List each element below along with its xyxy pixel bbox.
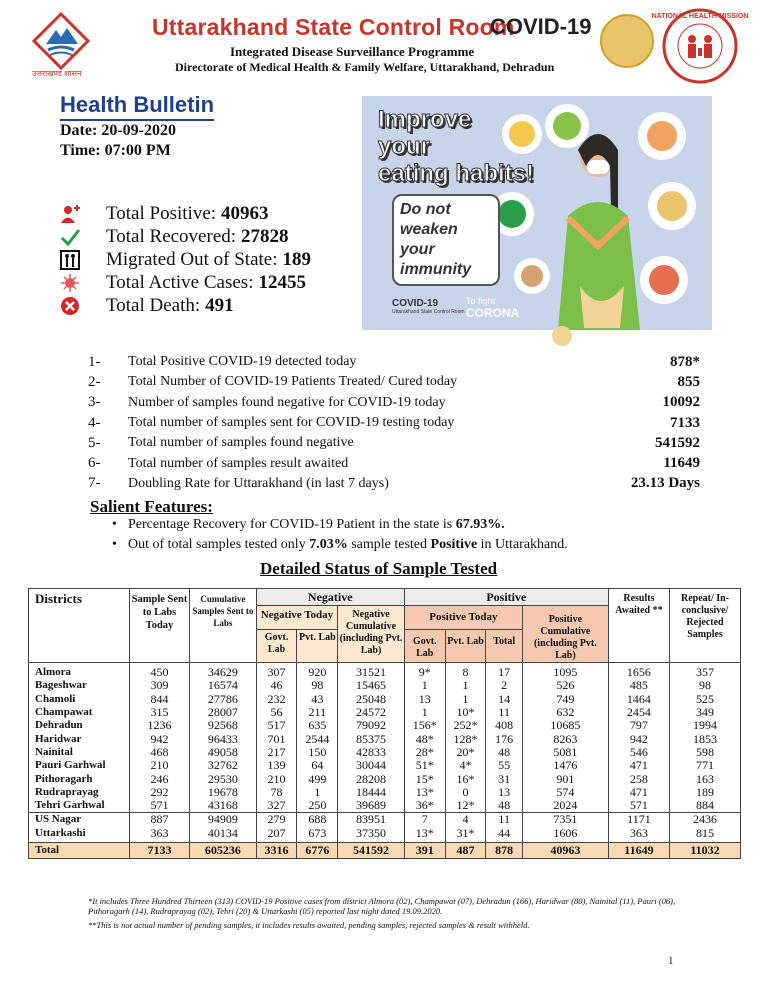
- table-cell: 363: [129, 827, 189, 843]
- col-positive: Positive: [404, 589, 608, 606]
- table-cell: 10*: [445, 706, 486, 719]
- table-cell: 36*: [404, 799, 445, 813]
- table-cell: 78: [256, 786, 297, 799]
- table-cell: 128*: [445, 732, 486, 745]
- table-cell: 64: [297, 759, 338, 772]
- table-cell: 98: [670, 679, 741, 692]
- total-cell: 6776: [297, 842, 338, 858]
- summary-value: 40963: [221, 203, 269, 224]
- table-cell: 176: [486, 732, 523, 745]
- table-cell: 471: [608, 786, 669, 799]
- table-row: [29, 827, 741, 843]
- table-cell: 2454: [608, 706, 669, 719]
- table-cell: 94909: [190, 813, 257, 827]
- footnote-positive-cases: *It includes Three Hundred Thirteen (313) COVID-19 Positive cases from district Almora (02), Champawat (07), Dehradun (166), Haridwar (80), Nainital (11), Pauri (06), Pithoragarh (14), Rudraprayag (02), Tehri (20) & Uttarkashi (05) reported last night dated 19.09.2020.: [88, 896, 676, 916]
- col-results-awaited: Results Awaited **: [608, 589, 669, 663]
- district-name: Champawat: [29, 706, 130, 719]
- total-cell: 487: [445, 842, 486, 858]
- table-cell: 327: [256, 799, 297, 813]
- table-cell: 2: [486, 679, 523, 692]
- national-health-mission-logo: [651, 6, 749, 86]
- table-cell: 217: [256, 746, 297, 759]
- stat-item: [88, 433, 700, 453]
- stat-label: Number of samples found negative for COVID-19 today: [128, 394, 446, 410]
- table-cell: 83951: [338, 813, 405, 827]
- table-cell: 189: [670, 786, 741, 799]
- table-cell: 25048: [338, 693, 405, 706]
- table-cell: 1: [404, 679, 445, 692]
- table-cell: 1: [404, 706, 445, 719]
- table-cell: 11: [486, 706, 523, 719]
- table-row: [29, 813, 741, 827]
- table-cell: 207: [256, 827, 297, 843]
- table-cell: 526: [522, 679, 608, 692]
- district-name: Chamoli: [29, 693, 130, 706]
- col-negative-today: Negative Today: [256, 606, 338, 630]
- table-cell: 31: [486, 772, 523, 785]
- district-name: Tehri Garhwal: [29, 799, 130, 813]
- stat-value: 11649: [663, 455, 700, 472]
- table-cell: 11: [486, 813, 523, 827]
- table-cell: 673: [297, 827, 338, 843]
- table-cell: 468: [129, 746, 189, 759]
- district-name: Almora: [29, 663, 130, 680]
- table-cell: 85375: [338, 732, 405, 745]
- table-cell: 210: [256, 772, 297, 785]
- district-name: Uttarkashi: [29, 827, 130, 843]
- table-cell: 1476: [522, 759, 608, 772]
- table-cell: 28007: [190, 706, 257, 719]
- table-cell: 48: [486, 799, 523, 813]
- table-cell: 1171: [608, 813, 669, 827]
- poster-immunity-message: Do not weaken your immunity: [392, 194, 500, 286]
- table-total-row: [29, 842, 741, 858]
- table-cell: 8263: [522, 732, 608, 745]
- total-cell: 11032: [670, 842, 741, 858]
- table-cell: 1: [445, 679, 486, 692]
- salient-bullet-positivity: • Out of total samples tested only 7.03% sample tested Positive in Uttarakhand.: [128, 537, 568, 553]
- table-cell: 7: [404, 813, 445, 827]
- stat-num: 2-: [88, 373, 101, 390]
- col-districts: Districts: [29, 589, 130, 663]
- table-cell: 79092: [338, 719, 405, 732]
- stat-label: Total number of samples found negative: [128, 435, 354, 451]
- table-row: [29, 719, 741, 732]
- table-row: [29, 693, 741, 706]
- table-cell: 471: [608, 759, 669, 772]
- salient-bullet-recovery: • Percentage Recovery for COVID-19 Patient in the state is 67.93%.: [128, 517, 505, 533]
- table-cell: 357: [670, 663, 741, 680]
- table-cell: 349: [670, 706, 741, 719]
- col-sample-sent: Sample Sent to Labs Today: [129, 589, 189, 663]
- district-name: Rudraprayag: [29, 786, 130, 799]
- col-cumulative-sent: Cumulative Samples Sent to Labs: [190, 589, 257, 663]
- summary-label: Total Active Cases:: [106, 272, 254, 293]
- table-cell: 887: [129, 813, 189, 827]
- table-cell: 815: [670, 827, 741, 843]
- summary-total-0: [58, 203, 269, 225]
- stat-label: Total number of samples sent for COVID-19 testing today: [128, 415, 455, 431]
- total-cell: 3316: [256, 842, 297, 858]
- table-cell: 14: [486, 693, 523, 706]
- total-cell: 605236: [190, 842, 257, 858]
- table-cell: 942: [129, 732, 189, 745]
- bulletin-date: Date: 20-09-2020: [60, 122, 176, 139]
- table-cell: 18444: [338, 786, 405, 799]
- header-subtitle-directorate: Directorate of Medical Health & Family Welfare, Uttarakhand, Dehradun: [175, 60, 555, 74]
- table-cell: 246: [129, 772, 189, 785]
- stat-label: Total number of samples result awaited: [128, 455, 349, 471]
- table-cell: 1994: [670, 719, 741, 732]
- total-label: Total: [29, 842, 130, 858]
- person-add-icon: [58, 203, 82, 225]
- table-row: [29, 706, 741, 719]
- page-number: 1: [668, 955, 674, 967]
- table-cell: 210: [129, 759, 189, 772]
- table-cell: 24572: [338, 706, 405, 719]
- table-cell: 13*: [404, 786, 445, 799]
- header-subtitle-programme: Integrated Disease Surveillance Programme: [230, 44, 475, 59]
- table-cell: 232: [256, 693, 297, 706]
- nutrition-poster: [362, 96, 712, 330]
- table-cell: 485: [608, 679, 669, 692]
- uttarakhand-emblem-logo: [30, 10, 92, 72]
- table-cell: 315: [129, 706, 189, 719]
- table-cell: 46: [256, 679, 297, 692]
- summary-label: Total Death:: [106, 295, 201, 316]
- table-cell: 363: [608, 827, 669, 843]
- district-name: Pauri Garhwal: [29, 759, 130, 772]
- table-cell: 1: [445, 693, 486, 706]
- table-cell: 19678: [190, 786, 257, 799]
- summary-label: Total Recovered:: [106, 226, 237, 247]
- col-positive-cumulative: Positive Cumulative (including Pvt. Lab): [522, 606, 608, 663]
- table-cell: 0: [445, 786, 486, 799]
- poster-headline: Improve your eating habits!: [378, 106, 535, 187]
- table-cell: 13: [404, 693, 445, 706]
- table-cell: 574: [522, 786, 608, 799]
- table-cell: 13*: [404, 827, 445, 843]
- table-cell: 29530: [190, 772, 257, 785]
- total-cell: 878: [486, 842, 523, 858]
- table-cell: 258: [608, 772, 669, 785]
- table-cell: 771: [670, 759, 741, 772]
- stat-item: [88, 413, 700, 433]
- table-cell: 450: [129, 663, 189, 680]
- table-cell: 15465: [338, 679, 405, 692]
- col-pos-govt-lab: Govt. Lab: [404, 629, 445, 662]
- district-name: Dehradun: [29, 719, 130, 732]
- table-cell: 51*: [404, 759, 445, 772]
- table-cell: 2436: [670, 813, 741, 827]
- table-cell: 32762: [190, 759, 257, 772]
- table-cell: 942: [608, 732, 669, 745]
- col-repeat-rejected: Repeat/ In-conclusive/ Rejected Samples: [670, 589, 741, 663]
- table-cell: 8: [445, 663, 486, 680]
- table-cell: 211: [297, 706, 338, 719]
- table-cell: 546: [608, 746, 669, 759]
- table-cell: 37350: [338, 827, 405, 843]
- table-cell: 17: [486, 663, 523, 680]
- table-cell: 2544: [297, 732, 338, 745]
- stat-value: 855: [677, 373, 700, 390]
- stat-item: [88, 393, 700, 413]
- table-cell: 12*: [445, 799, 486, 813]
- table-cell: 39689: [338, 799, 405, 813]
- table-cell: 55: [486, 759, 523, 772]
- stat-label: Total Positive COVID-19 detected today: [128, 354, 357, 370]
- col-negative-cumulative: Negative Cumulative (including Pvt. Lab): [338, 606, 405, 663]
- total-cell: 391: [404, 842, 445, 858]
- medical-seal-icon: [600, 14, 654, 68]
- table-row: [29, 732, 741, 745]
- table-row: [29, 772, 741, 785]
- table-cell: 635: [297, 719, 338, 732]
- stat-label: Doubling Rate for Uttarakhand (in last 7 days): [128, 475, 389, 491]
- table-cell: 49058: [190, 746, 257, 759]
- health-bulletin-heading: Health Bulletin: [60, 92, 214, 121]
- total-cell: 40963: [522, 842, 608, 858]
- table-title: Detailed Status of Sample Tested: [260, 559, 498, 578]
- stat-num: 1-: [88, 353, 101, 370]
- table-cell: 43: [297, 693, 338, 706]
- table-cell: 150: [297, 746, 338, 759]
- checkmark-icon: [58, 226, 82, 248]
- table-cell: 20*: [445, 746, 486, 759]
- summary-label: Total Positive:: [106, 203, 217, 224]
- stat-item: [88, 453, 700, 473]
- summary-total-1: [58, 226, 289, 248]
- table-cell: 4: [445, 813, 486, 827]
- table-cell: 15*: [404, 772, 445, 785]
- stat-value: 541592: [655, 434, 700, 451]
- stat-num: 5-: [88, 434, 101, 451]
- stat-label: Total Number of COVID-19 Patients Treated/ Cured today: [128, 374, 458, 390]
- table-cell: 42833: [338, 746, 405, 759]
- table-cell: 48: [486, 746, 523, 759]
- table-cell: 279: [256, 813, 297, 827]
- page-header-title: Uttarakhand State Control Room: [152, 14, 515, 40]
- table-cell: 13: [486, 786, 523, 799]
- table-cell: 250: [297, 799, 338, 813]
- col-neg-govt-lab: Govt. Lab: [256, 629, 297, 662]
- table-cell: 98: [297, 679, 338, 692]
- stat-value: 23.13 Days: [630, 475, 700, 492]
- table-cell: 517: [256, 719, 297, 732]
- total-cell: 541592: [338, 842, 405, 858]
- stat-value: 878*: [670, 353, 700, 370]
- nhm-logo-text: NATIONAL HEALTH MISSION: [651, 13, 749, 20]
- table-cell: 7351: [522, 813, 608, 827]
- daily-stats-list: [88, 352, 700, 494]
- table-cell: 884: [670, 799, 741, 813]
- summary-total-4: [58, 295, 234, 317]
- migration-icon: [58, 249, 82, 271]
- table-cell: 844: [129, 693, 189, 706]
- emblem-caption: उत्तराखण्ड शासन: [32, 69, 82, 78]
- salient-features-heading: Salient Features:: [90, 497, 213, 516]
- bulletin-time: Time: 07:00 PM: [60, 142, 171, 159]
- stat-num: 3-: [88, 394, 101, 411]
- table-cell: 632: [522, 706, 608, 719]
- district-name: Haridwar: [29, 732, 130, 745]
- table-cell: 499: [297, 772, 338, 785]
- total-cell: 11649: [608, 842, 669, 858]
- summary-value: 27828: [241, 226, 289, 247]
- table-cell: 749: [522, 693, 608, 706]
- summary-total-2: [58, 249, 311, 271]
- table-cell: 16*: [445, 772, 486, 785]
- stat-value: 7133: [670, 414, 700, 431]
- table-cell: 920: [297, 663, 338, 680]
- table-cell: 1095: [522, 663, 608, 680]
- table-cell: 34629: [190, 663, 257, 680]
- table-cell: 10685: [522, 719, 608, 732]
- table-cell: 156*: [404, 719, 445, 732]
- table-cell: 163: [670, 772, 741, 785]
- table-cell: 701: [256, 732, 297, 745]
- col-pos-total: Total: [486, 629, 523, 662]
- table-cell: 28*: [404, 746, 445, 759]
- table-row: [29, 759, 741, 772]
- table-cell: 28208: [338, 772, 405, 785]
- virus-icon: [58, 272, 82, 294]
- table-cell: 4*: [445, 759, 486, 772]
- table-cell: 252*: [445, 719, 486, 732]
- table-cell: 1464: [608, 693, 669, 706]
- col-negative: Negative: [256, 589, 404, 606]
- stat-item: [88, 474, 700, 494]
- poster-fight-corona: To fight CORONA: [466, 296, 520, 320]
- stat-value: 10092: [662, 394, 700, 411]
- summary-label: Migrated Out of State:: [106, 249, 278, 270]
- table-cell: 27786: [190, 693, 257, 706]
- table-cell: 31*: [445, 827, 486, 843]
- table-cell: 92568: [190, 719, 257, 732]
- summary-total-3: [58, 272, 306, 294]
- table-cell: 56: [256, 706, 297, 719]
- table-cell: 40134: [190, 827, 257, 843]
- table-cell: 2024: [522, 799, 608, 813]
- covid-logo-text: COVID-19: [490, 14, 592, 39]
- table-cell: 797: [608, 719, 669, 732]
- table-cell: 43168: [190, 799, 257, 813]
- table-cell: 571: [608, 799, 669, 813]
- table-cell: 1606: [522, 827, 608, 843]
- table-row: [29, 799, 741, 813]
- table-cell: 48*: [404, 732, 445, 745]
- x-circle-icon: [58, 295, 82, 317]
- total-cell: 7133: [129, 842, 189, 858]
- table-row: [29, 746, 741, 759]
- summary-value: 491: [205, 295, 234, 316]
- stat-item: [88, 352, 700, 372]
- sample-status-table: [28, 588, 741, 859]
- table-cell: 1656: [608, 663, 669, 680]
- table-cell: 598: [670, 746, 741, 759]
- table-cell: 96433: [190, 732, 257, 745]
- table-cell: 901: [522, 772, 608, 785]
- table-cell: 31521: [338, 663, 405, 680]
- col-pos-pvt-lab: Pvt. Lab: [445, 629, 486, 662]
- table-cell: 1853: [670, 732, 741, 745]
- table-cell: 1: [297, 786, 338, 799]
- stat-num: 6-: [88, 455, 101, 472]
- table-cell: 307: [256, 663, 297, 680]
- district-name: Nainital: [29, 746, 130, 759]
- table-cell: 1236: [129, 719, 189, 732]
- table-cell: 408: [486, 719, 523, 732]
- col-positive-today: Positive Today: [404, 606, 522, 630]
- poster-covid-logo: COVID-19 Uttarakhand State Control Room: [392, 298, 465, 315]
- table-cell: 16574: [190, 679, 257, 692]
- stat-num: 4-: [88, 414, 101, 431]
- summary-value: 12455: [258, 272, 306, 293]
- table-cell: 525: [670, 693, 741, 706]
- col-neg-pvt-lab: Pvt. Lab: [297, 629, 338, 662]
- table-cell: 5081: [522, 746, 608, 759]
- table-cell: 9*: [404, 663, 445, 680]
- footnote-pending-samples: **This is not actual number of pending samples, it includes results awaited, pending samples, rejected samples & result withheld.: [88, 920, 530, 930]
- table-row: [29, 663, 741, 680]
- table-cell: 44: [486, 827, 523, 843]
- table-cell: 571: [129, 799, 189, 813]
- table-cell: 688: [297, 813, 338, 827]
- district-name: Pithoragarh: [29, 772, 130, 785]
- district-name: Bageshwar: [29, 679, 130, 692]
- district-name: US Nagar: [29, 813, 130, 827]
- table-row: [29, 679, 741, 692]
- summary-value: 189: [282, 249, 311, 270]
- table-cell: 139: [256, 759, 297, 772]
- table-row: [29, 786, 741, 799]
- table-cell: 292: [129, 786, 189, 799]
- table-cell: 309: [129, 679, 189, 692]
- stat-item: [88, 372, 700, 392]
- stat-num: 7-: [88, 475, 101, 492]
- table-cell: 30044: [338, 759, 405, 772]
